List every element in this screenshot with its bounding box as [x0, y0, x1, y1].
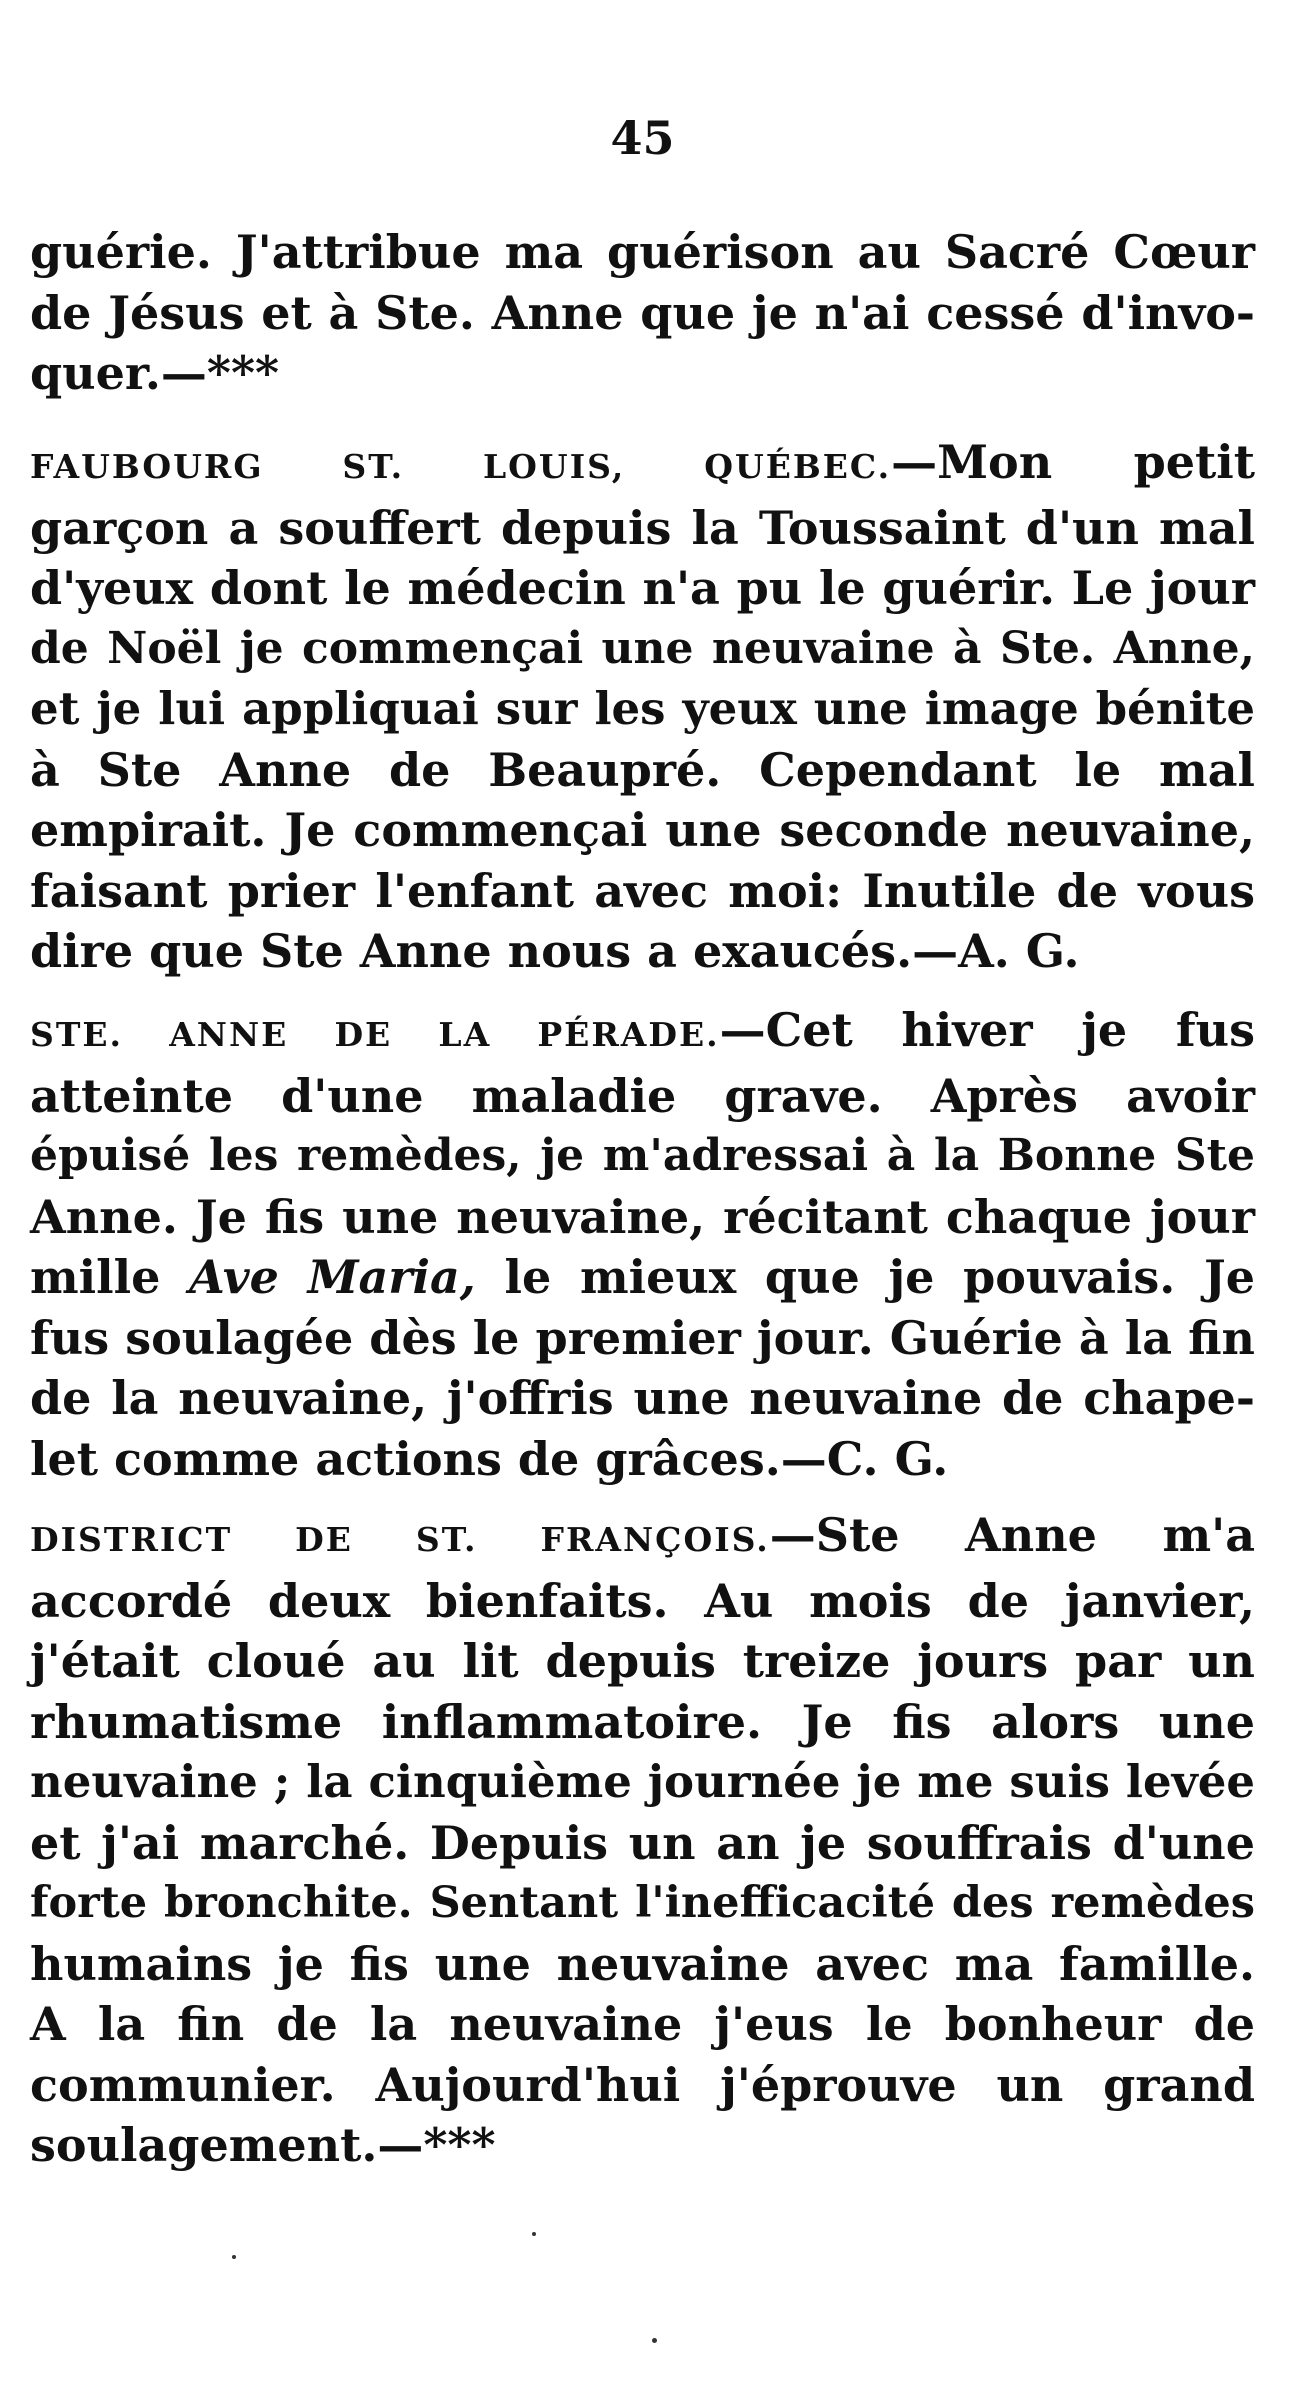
scan-speck	[532, 2232, 536, 2236]
page-number: 45	[610, 111, 675, 165]
text-line: épuisé les remèdes, je m'adressai à la Bonne Ste	[30, 1130, 1255, 1181]
text-line: et je lui appliquai sur les yeux une image bénite	[30, 682, 1255, 735]
testimony-ste-anne-de-la-perade	[30, 1000, 1255, 1489]
text-line: j'était cloué au lit depuis treize jours par un	[30, 1634, 1255, 1688]
text-line: guérie. J'attribue ma guérison au Sacré Cœur	[30, 225, 1255, 279]
testimony-faubourg-st-louis	[30, 432, 1255, 982]
text-line: fus soulagée dès le premier jour. Guérie à la fin	[30, 1310, 1255, 1365]
text-line: de la neuvaine, j'offris une neuvaine de chape-	[30, 1371, 1255, 1425]
text-line: quer.—***	[30, 346, 280, 400]
italic-prayer-name: Ave Maria,	[189, 1250, 476, 1304]
text-line: accordé deux bienfaits. Au mois de janvier,	[30, 1573, 1255, 1628]
heading-continuation: —Mon petit	[891, 435, 1255, 489]
line-prefix: mille	[30, 1250, 190, 1304]
text-line: rhumatisme inflammatoire. Je fis alors une	[30, 1694, 1255, 1749]
text-line: soulagement.—***	[30, 2118, 496, 2172]
text-line: et j'ai marché. Depuis un an je souffrais d'une	[30, 1815, 1255, 1870]
scan-speck	[652, 2338, 657, 2343]
paragraph-continuation	[30, 222, 1255, 404]
text-line: de Noël je commençai une neuvaine à Ste. Anne,	[30, 622, 1255, 674]
book-page	[30, 0, 1255, 2406]
place-heading: FAUBOURG ST. LOUIS, QUÉBEC.	[30, 447, 892, 486]
text-line	[30, 1000, 1255, 1066]
text-line: faisant prier l'enfant avec moi: Inutile de vous	[30, 863, 1255, 918]
text-line: forte bronchite. Sentant l'inefficacité des remèdes	[30, 1878, 1255, 1928]
place-heading: DISTRICT DE ST. FRANÇOIS.	[30, 1520, 770, 1559]
text-line	[30, 1247, 1255, 1308]
line-suffix: le mieux que je pouvais. Je	[475, 1250, 1255, 1304]
text-line: empirait. Je commençai une seconde neuvaine,	[30, 803, 1255, 857]
place-heading: STE. ANNE DE LA PÉRADE.	[30, 1015, 720, 1054]
heading-continuation: —Ste Anne m'a	[769, 1508, 1256, 1562]
text-line	[30, 432, 1255, 498]
scan-speck	[232, 2255, 236, 2259]
text-line: communier. Aujourd'hui j'éprouve un grand	[30, 2057, 1255, 2112]
text-line: let comme actions de grâces.—C. G.	[30, 1431, 949, 1486]
text-line: de Jésus et à Ste. Anne que je n'ai cessé d'invo-	[30, 285, 1255, 340]
text-line	[30, 1505, 1255, 1571]
text-line: dire que Ste Anne nous a exaucés.—A. G.	[30, 924, 1080, 978]
text-line: Anne. Je fis une neuvaine, récitant chaque jour	[30, 1189, 1255, 1244]
text-line: d'yeux dont le médecin n'a pu le guérir. Le jour	[30, 561, 1255, 615]
testimony-district-st-francois	[30, 1505, 1255, 2176]
heading-continuation: —Cet hiver je fus	[719, 1003, 1255, 1057]
text-line: atteinte d'une maladie grave. Après avoir	[30, 1068, 1255, 1123]
text-line: neuvaine ; la cinquième journée je me suis levée	[30, 1755, 1255, 1808]
text-line: humains je fis une neuvaine avec ma famille.	[30, 1936, 1255, 1991]
text-line: garçon a souffert depuis la Toussaint d'un mal	[30, 500, 1255, 555]
text-line: A la fin de la neuvaine j'eus le bonheur de	[30, 1997, 1255, 2051]
text-line: à Ste Anne de Beaupré. Cependant le mal	[30, 742, 1255, 797]
